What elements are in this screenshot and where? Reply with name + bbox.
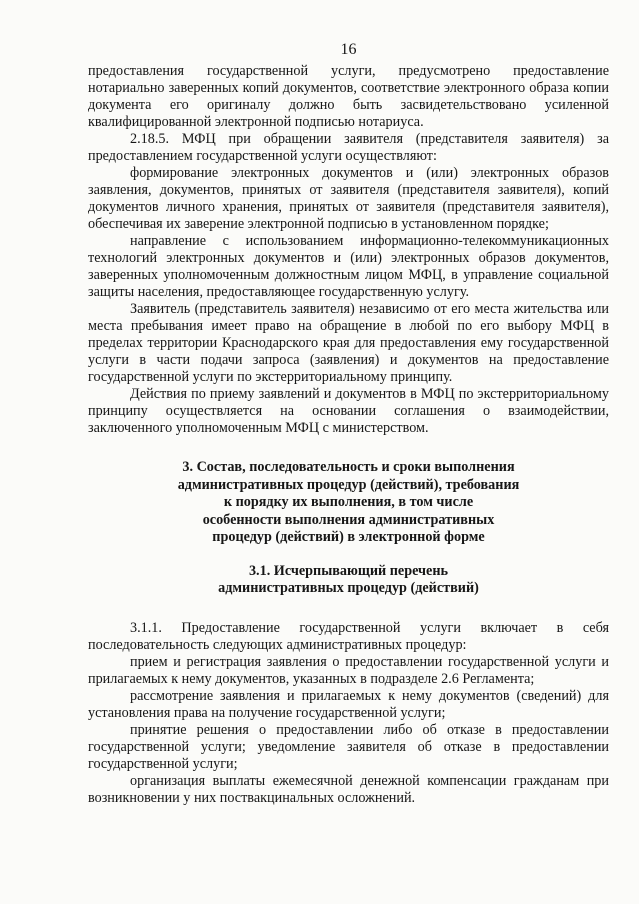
section-3-heading — [88, 459, 609, 547]
top-section — [88, 63, 609, 437]
paragraph: Действия по приему заявлений и документов в МФЦ по экстерриториальному принципу осуществляется на основании соглашения о взаимодействии, заключенного уполномоченным МФЦ с министерством. — [88, 386, 609, 436]
paragraph: прием и регистрация заявления о предоставлении государственной услуги и прилагаемых к нему документов, указанных в подразделе 2.6 Регламента; — [88, 653, 609, 687]
paragraph: предоставления государственной услуги, предусмотрено предоставление нотариально заверенных копий документов, соответствие электронного образа копии документа его оригиналу должно быть засвидетельствовано усиленной квалифицированной электронной подписью нотариуса. — [88, 63, 609, 130]
heading-line: особенности выполнения административных — [202, 511, 495, 528]
heading-line: административных процедур (действий) — [218, 580, 479, 596]
heading-line: административных процедур (действий), требования — [177, 476, 520, 493]
paragraph: рассмотрение заявления и прилагаемых к нему документов (сведений) для установления права на получение государственной услуги; — [88, 687, 609, 721]
subsection-3-1-heading — [88, 563, 609, 598]
paragraph: организация выплаты ежемесячной денежной компенсации гражданам при возникновении у них поствакцинальных осложнений. — [88, 772, 609, 806]
heading-line: процедур (действий) в электронной форме — [212, 529, 485, 545]
paragraph: направление с использованием информационно-телекоммуникационных технологий электронных документов и (или) электронных образов документов, заверенных уполномоченным должностным лицом МФЦ, в управление социальной защиты населения, предоставляющее государственную услугу. — [88, 233, 609, 300]
paragraph: принятие решения о предоставлении либо об отказе в предоставлении государственной услуги; уведомление заявителя об отказе в предоставлении государственной услуги; — [88, 721, 609, 772]
heading-line: 3. Состав, последовательность и сроки выполнения — [182, 459, 515, 475]
paragraph: 2.18.5. МФЦ при обращении заявителя (представителя заявителя) за предоставлением государственной услуги осуществляют: — [88, 131, 609, 164]
bottom-section — [88, 620, 609, 807]
heading-line: к порядку их выполнения, в том числе — [223, 494, 474, 510]
paragraph: Заявитель (представитель заявителя) независимо от его места жительства или места пребывания имеет право на обращение в любой по его выбору МФЦ в пределах территории Краснодарского края для предоставления ему государственной услуги в части подачи запроса (заявления) и документов на предоставление государственной услуги по экстерриториальному принципу. — [88, 301, 609, 385]
page-number: 16 — [340, 41, 357, 58]
paragraph: формирование электронных документов и (или) электронных образов заявления, документов, принятых от заявителя (представителя заявителя), копий документов личного хранения, принятых от заявителя (представителя заявителя), обеспечивая их заверение электронной подписью в установленном порядке; — [88, 165, 609, 232]
paragraph: 3.1.1. Предоставление государственной услуги включает в себя последовательность следующих административных процедур: — [88, 619, 609, 653]
heading-line: 3.1. Исчерпывающий перечень — [248, 562, 449, 579]
